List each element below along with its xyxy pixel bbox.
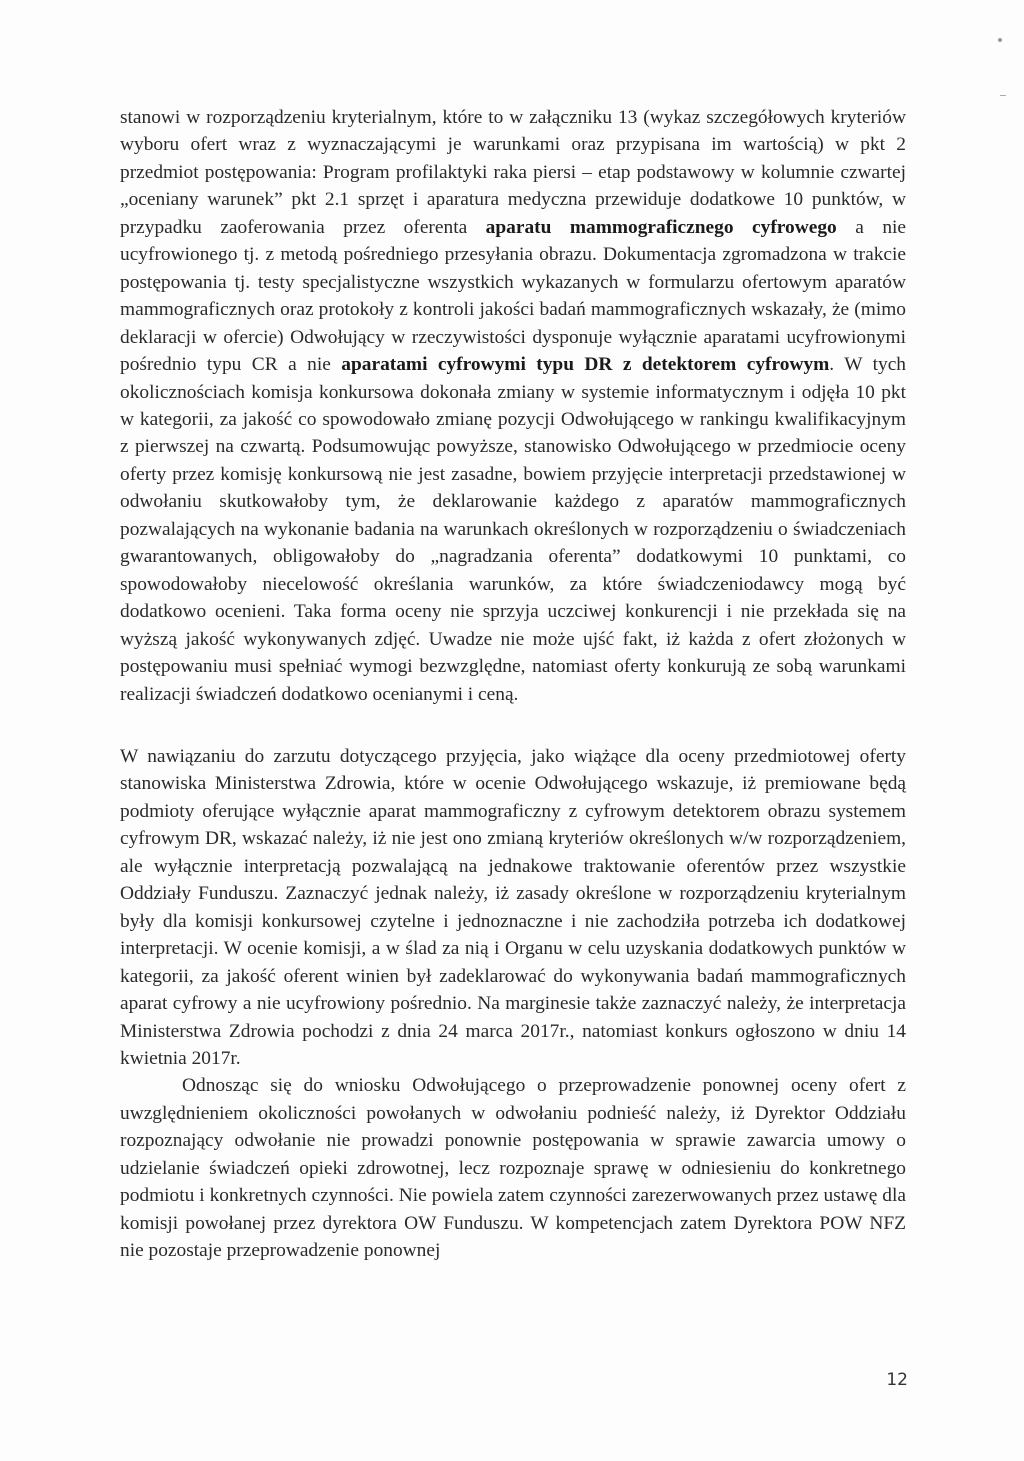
paragraph-3: Odnosząc się do wniosku Odwołującego o przeprowadzenie ponownej oceny ofert z uwzględnieniem okoliczności powołanych w odwołaniu podnieść należy, iż Dyrektor Oddziału rozpoznający odwołanie nie prowadzi ponownie postępowania w sprawie zawarcia umowy o udzielanie świadczeń opieki zdrowotnej, lecz rozpoznaje sprawę w odniesieniu do konkretnego podmiotu i konkretnych czynności. Nie powiela zatem czynności zarezerwowanych przez ustawę dla komisji powołanej przez dyrektora OW Funduszu. W kompetencjach zatem Dyrektora POW NFZ nie pozostaje przeprowadzenie ponownej xyxy=(120,1075,906,1262)
paragraph-1-bold-a: aparatu mammograficznego cyfrowego xyxy=(485,216,837,238)
paragraph-1 xyxy=(120,104,906,708)
page-number: 12 xyxy=(886,1370,908,1390)
paragraph-2: W nawiązaniu do zarzutu dotyczącego przyjęcia, jako wiążące dla oceny przedmiotowej oferty stanowiska Ministerstwa Zdrowia, które w ocenie Odwołującego wskazuje, iż premiowane będą podmioty oferujące wyłącznie aparat mammograficzny z cyfrowym detektorem obrazu systemem cyfrowym DR, wskazać należy, iż nie jest ono zmianą kryteriów określonych w/w rozporządzeniem, ale wyłącznie interpretacją pozwalającą na jednakowe traktowanie oferentów przez wszystkie Oddziały Funduszu. Zaznaczyć jednak należy, iż zasady określone w rozporządzeniu kryterialnym były dla komisji konkursowej czytelne i jednoznaczne i nie zachodziła potrzeba ich dodatkowej interpretacji. W ocenie komisji, a w ślad za nią i Organu w celu uzyskania dodatkowych punktów w kategorii, za jakość oferent winien był zadeklarować do wykonywania badań mammograficznych aparat cyfrowy a nie ucyfrowiony pośrednio. Na marginesie także zaznaczyć należy, że interpretacja Ministerstwa Zdrowia pochodzi z dnia 24 marca 2017r., natomiast konkurs ogłoszono w dniu 14 kwietnia 2017r. xyxy=(120,745,906,1069)
paragraph-1-bold-b: aparatami cyfrowymi typu DR z detektorem cyfrowym xyxy=(341,354,830,376)
paragraph-1-text-a: stanowi w rozporządzeniu kryterialnym, które to w załączniku 13 (wykaz szczegółowych kryteriów wyboru ofert wraz z wyznaczającymi je warunkami oraz przypisana im wartością) w pkt 2 przedmiot postępowania: Program profilaktyki raka piersi – etap podstawowy w kolumnie czwartej „oceniany warunek” pkt 2.1 sprzęt i aparatura medyczna przewiduje dodatkowe 10 punktów, w przypadku zaoferowania przez oferenta xyxy=(120,107,906,238)
scan-dash xyxy=(1000,95,1006,96)
scan-speck xyxy=(998,38,1002,42)
paragraph-1-text-c: . W tych okolicznościach komisja konkursowa dokonała zmiany w systemie informatycznym i odjęła 10 pkt w kategorii, za jakość co spowodowało zmianę pozycji Odwołującego w rankingu kwalifikacyjnym z pierwszej na czwartą. Podsumowując powyższe, stanowisko Odwołującego w przedmiocie oceny oferty przez komisję konkursową nie jest zasadne, bowiem przyjęcie interpretacji przedstawionej w odwołaniu skutkowałoby tym, że deklarowanie każdego z aparatów mammograficznych pozwalających na wykonanie badania na warunkach określonych w rozporządzeniu o świadczeniach gwarantowanych, obligowałoby do „nagradzania oferenta” dodatkowymi 10 punktami, co spowodowałoby niecelowość określania warunków, za które świadczeniodawcy mogą być dodatkowo ocenieni. Taka forma oceny nie sprzyja uczciwej konkurencji i nie przekłada się na wyższą jakość wykonywanych zdjęć. Uwadze nie może ujść fakt, iż każda z ofert złożonych w postępowaniu musi spełniać wymogi bezwzględne, natomiast oferty konkurują ze sobą warunkami realizacji świadczeń dodatkowo ocenianymi i ceną. xyxy=(120,354,906,705)
paragraph-1-text-b: a nie ucyfrowionego tj. z metodą pośredniego przesyłania obrazu. Dokumentacja zgromadzona w trakcie postępowania tj. testy specjalistyczne wszystkich wykazanych w formularzu ofertowym aparatów mammograficznych oraz protokoły z kontroli jakości badań mammograficznych wskazały, że (mimo deklaracji w ofercie) Odwołujący w rzeczywistości dysponuje wyłącznie aparatami ucyfrowionymi pośrednio typu CR a nie xyxy=(120,216,907,376)
document-body xyxy=(120,104,906,1265)
